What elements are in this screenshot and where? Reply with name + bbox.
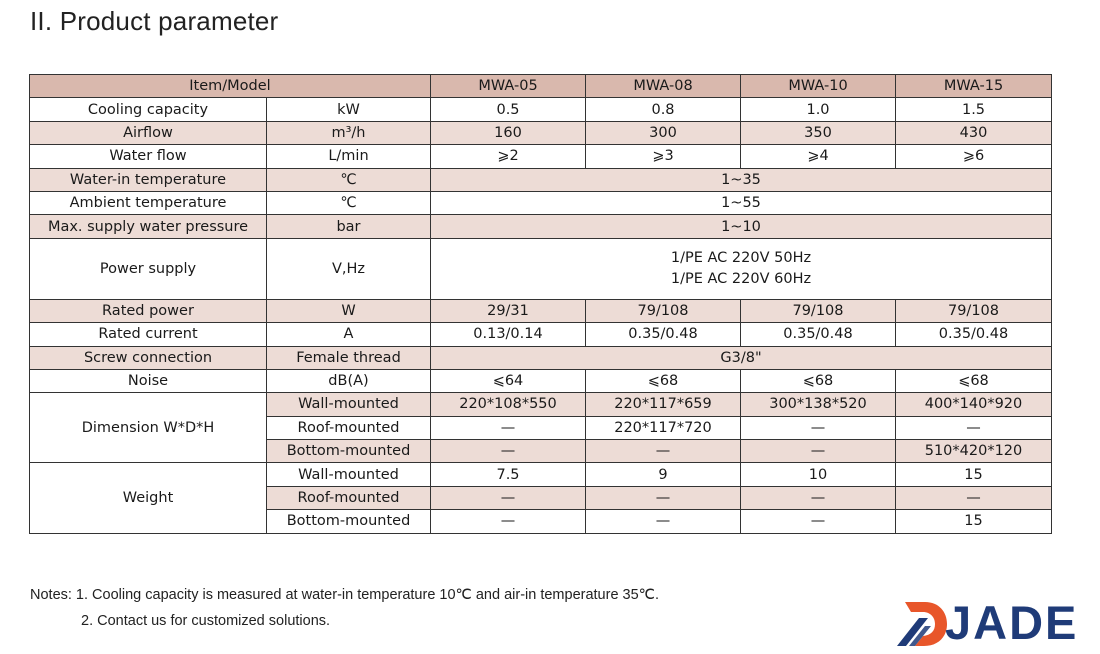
jade-logo-icon (895, 600, 949, 648)
cell-value: — (431, 440, 586, 463)
cell-value: 0.5 (431, 98, 586, 121)
table-row (30, 346, 1052, 369)
row-label: Noise (30, 369, 267, 392)
cell-value: 1~10 (431, 215, 1052, 238)
row-label: Power supply (30, 238, 267, 299)
table-row (30, 121, 1052, 144)
row-label: Weight (30, 463, 267, 533)
header-model: MWA-05 (431, 75, 586, 98)
cell-value: — (896, 416, 1052, 439)
row-mount: Wall-mounted (267, 463, 431, 486)
cell-value: 9 (586, 463, 741, 486)
row-unit: V,Hz (267, 238, 431, 299)
row-label: Cooling capacity (30, 98, 267, 121)
page-title: II. Product parameter (30, 6, 279, 36)
cell-value: ⩽68 (896, 369, 1052, 392)
notes (30, 582, 659, 634)
row-mount: Bottom-mounted (267, 440, 431, 463)
cell-value: — (741, 486, 896, 509)
row-unit: bar (267, 215, 431, 238)
cell-value: 430 (896, 121, 1052, 144)
note-line: 2. Contact us for customized solutions. (81, 613, 331, 629)
cell-value: 10 (741, 463, 896, 486)
cell-value: ⩽64 (431, 369, 586, 392)
cell-value: — (741, 440, 896, 463)
logo-wordmark: JADE (945, 596, 1079, 649)
cell-value: 0.8 (586, 98, 741, 121)
row-unit: ℃ (267, 168, 431, 191)
cell-value: 1.5 (896, 98, 1052, 121)
cell-value: ⩾4 (741, 145, 896, 168)
cell-value: — (586, 510, 741, 533)
row-mount: Bottom-mounted (267, 510, 431, 533)
cell-value: 510*420*120 (896, 440, 1052, 463)
cell-value: 79/108 (586, 299, 741, 322)
cell-value: 1.0 (741, 98, 896, 121)
cell-value: 220*117*659 (586, 393, 741, 416)
cell-value: 29/31 (431, 299, 586, 322)
table-row (30, 191, 1052, 214)
row-unit: A (267, 323, 431, 346)
cell-value: — (896, 486, 1052, 509)
row-unit: kW (267, 98, 431, 121)
row-unit: L/min (267, 145, 431, 168)
row-mount: Roof-mounted (267, 416, 431, 439)
header-model: MWA-08 (586, 75, 741, 98)
cell-value: 160 (431, 121, 586, 144)
cell-value: ⩾3 (586, 145, 741, 168)
row-label: Ambient temperature (30, 191, 267, 214)
row-label: Dimension W*D*H (30, 393, 267, 463)
cell-value: — (586, 440, 741, 463)
cell-value: 220*117*720 (586, 416, 741, 439)
cell-value: 350 (741, 121, 896, 144)
cell-value: ⩽68 (586, 369, 741, 392)
row-label: Screw connection (30, 346, 267, 369)
cell-value: 7.5 (431, 463, 586, 486)
power-supply-line: 1/PE AC 220V 60Hz (670, 270, 812, 287)
table-row (30, 145, 1052, 168)
table-row (30, 323, 1052, 346)
cell-value: — (431, 486, 586, 509)
table-row (30, 215, 1052, 238)
cell-value: 15 (896, 510, 1052, 533)
row-unit: ℃ (267, 191, 431, 214)
cell-value: 79/108 (741, 299, 896, 322)
row-label: Water-in temperature (30, 168, 267, 191)
product-parameter-table (29, 74, 1052, 534)
row-label: Airflow (30, 121, 267, 144)
note-line: Notes: 1. Cooling capacity is measured at water-in temperature 10℃ and air-in temperature 35℃. (30, 587, 659, 603)
cell-value: 0.35/0.48 (896, 323, 1052, 346)
row-label: Rated power (30, 299, 267, 322)
header-model: MWA-15 (896, 75, 1052, 98)
cell-value: 0.35/0.48 (741, 323, 896, 346)
row-mount: Roof-mounted (267, 486, 431, 509)
header-item-model: Item/Model (30, 75, 431, 98)
cell-value: ⩽68 (741, 369, 896, 392)
cell-value: — (431, 510, 586, 533)
table-row (30, 299, 1052, 322)
cell-value: — (741, 510, 896, 533)
cell-value: 0.13/0.14 (431, 323, 586, 346)
cell-value (431, 238, 1052, 299)
table-row (30, 463, 1052, 486)
row-label: Water flow (30, 145, 267, 168)
cell-value: 1~35 (431, 168, 1052, 191)
cell-value: ⩾2 (431, 145, 586, 168)
row-unit: Female thread (267, 346, 431, 369)
table-row (30, 393, 1052, 416)
cell-value: — (431, 416, 586, 439)
row-label: Max. supply water pressure (30, 215, 267, 238)
cell-value: 1~55 (431, 191, 1052, 214)
cell-value: ⩾6 (896, 145, 1052, 168)
cell-value: — (741, 416, 896, 439)
table-header-row (30, 75, 1052, 98)
table-row (30, 369, 1052, 392)
cell-value: 300 (586, 121, 741, 144)
cell-value: 0.35/0.48 (586, 323, 741, 346)
cell-value: 220*108*550 (431, 393, 586, 416)
cell-value: 15 (896, 463, 1052, 486)
table-row (30, 238, 1052, 299)
table-row (30, 168, 1052, 191)
row-unit: dB(A) (267, 369, 431, 392)
table-row (30, 98, 1052, 121)
cell-value: 79/108 (896, 299, 1052, 322)
cell-value: — (586, 486, 741, 509)
row-label: Rated current (30, 323, 267, 346)
cell-value: 300*138*520 (741, 393, 896, 416)
cell-value: 400*140*920 (896, 393, 1052, 416)
row-unit: W (267, 299, 431, 322)
jade-logo (895, 596, 1080, 649)
cell-value: G3/8" (431, 346, 1052, 369)
row-mount: Wall-mounted (267, 393, 431, 416)
header-model: MWA-10 (741, 75, 896, 98)
row-unit: m³/h (267, 121, 431, 144)
power-supply-line: 1/PE AC 220V 50Hz (670, 249, 812, 266)
